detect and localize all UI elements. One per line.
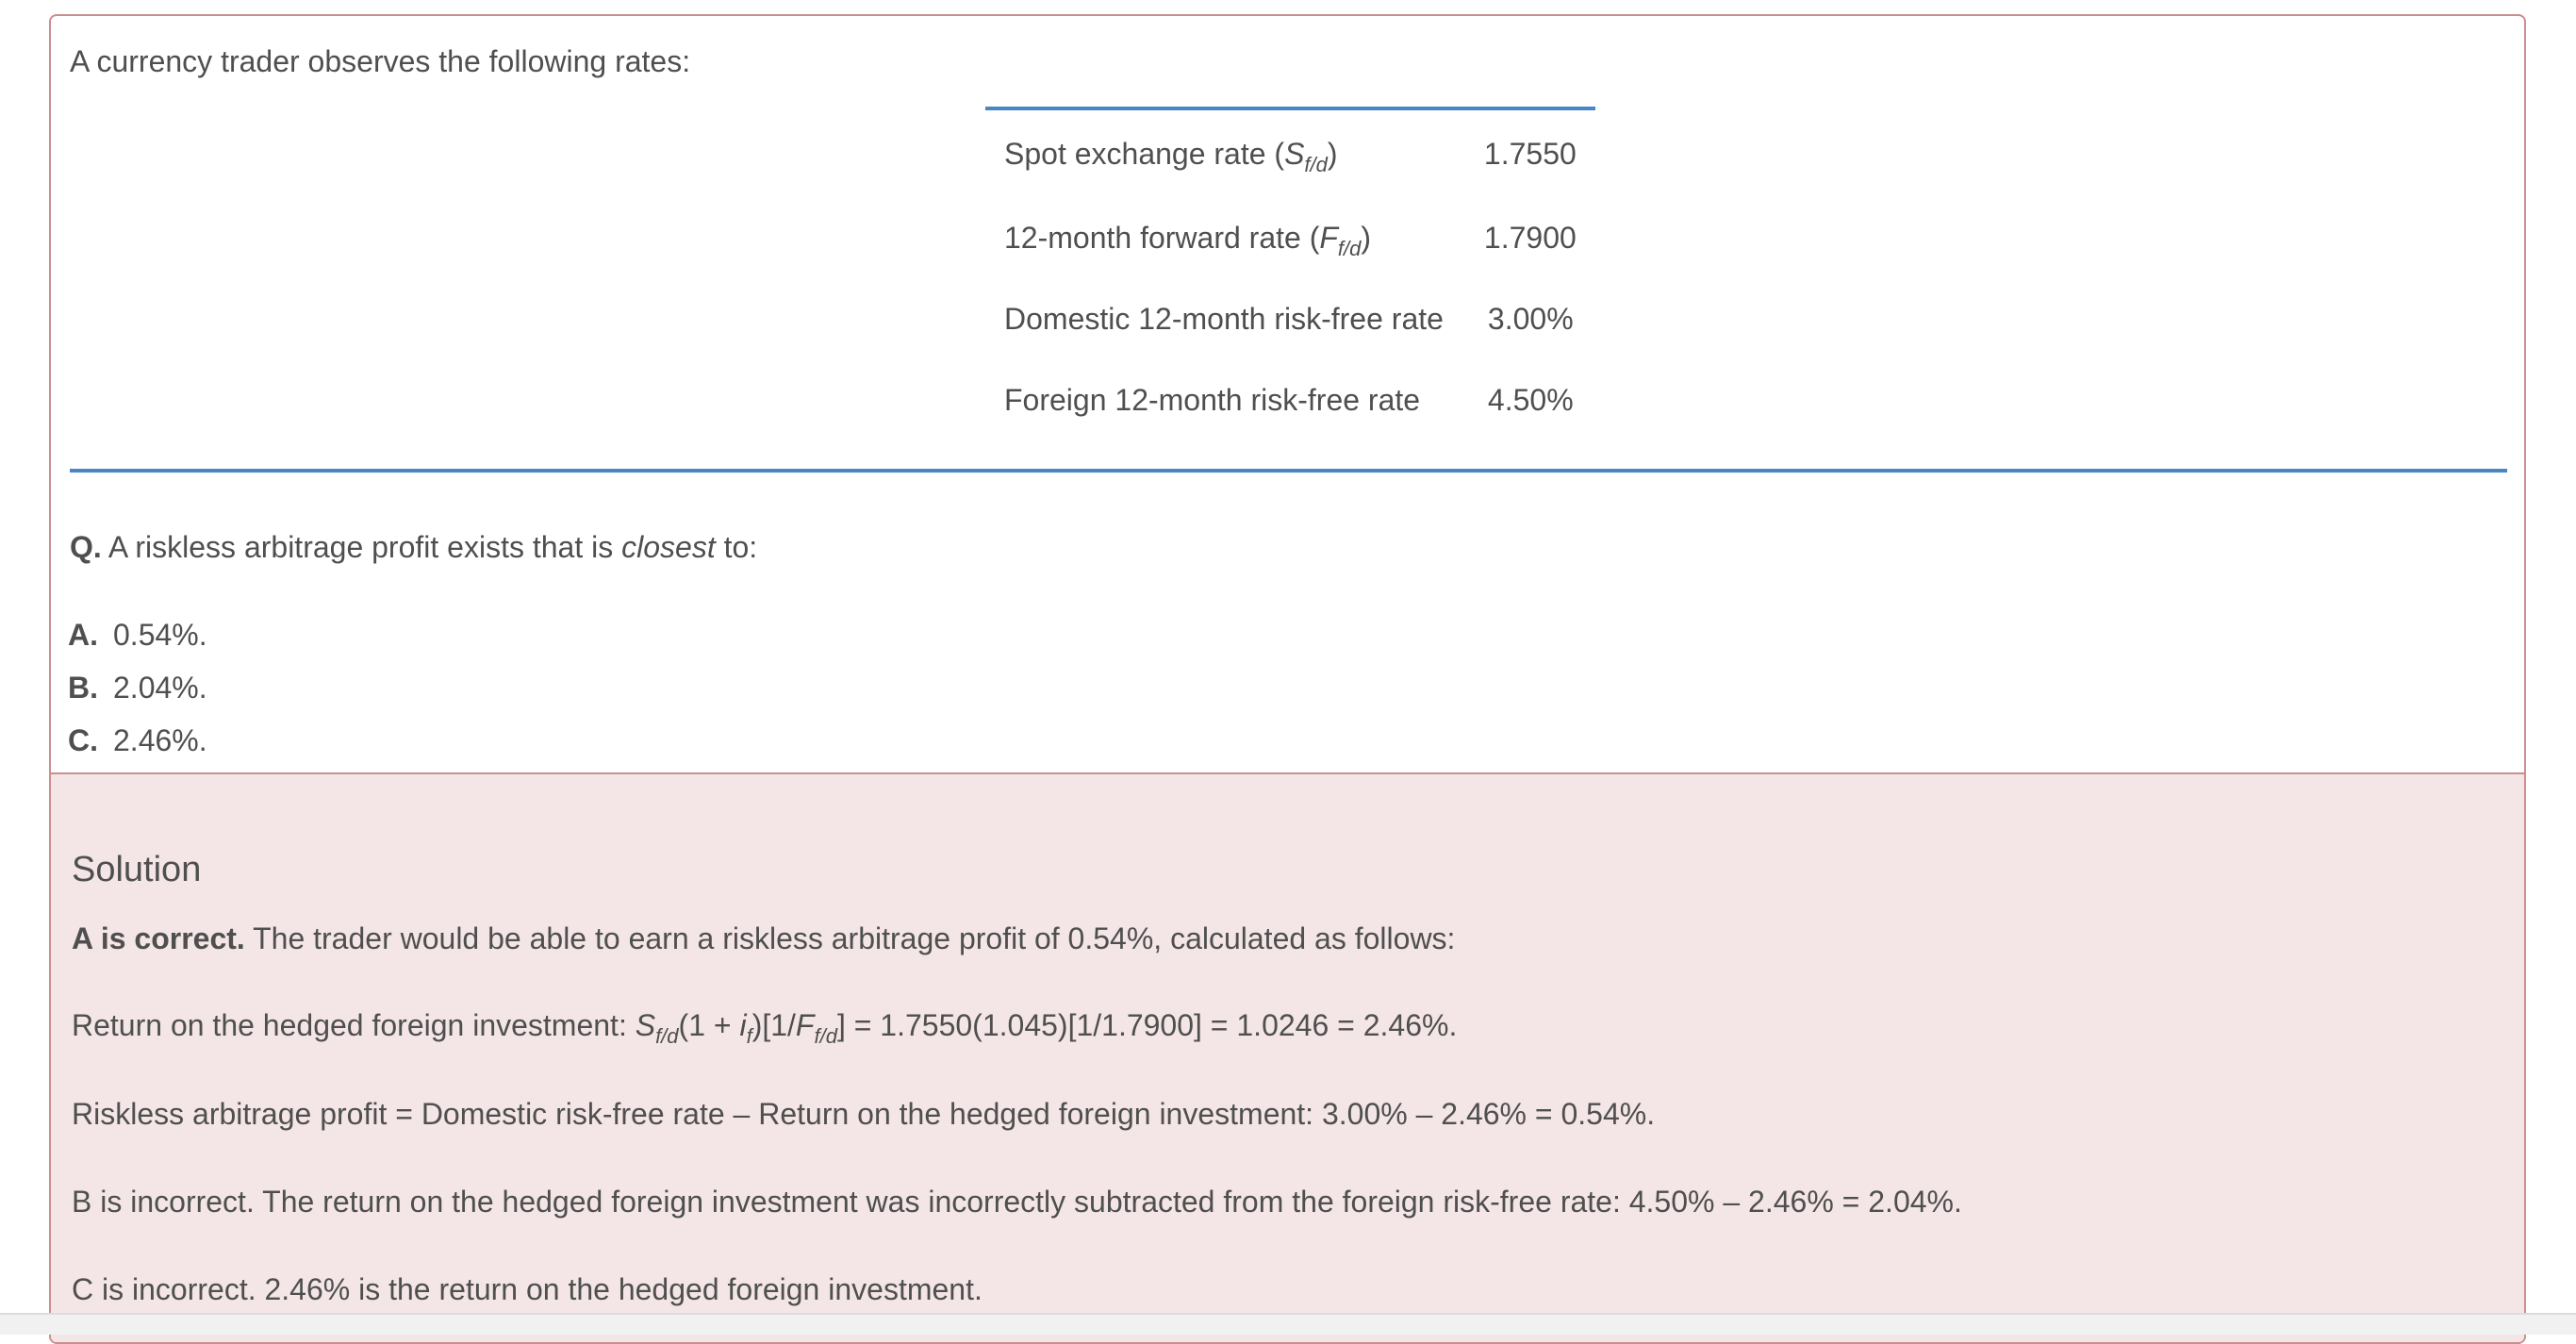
- solution-return-line: Return on the hedged foreign investment: $S_{f/d}(1 + i_f)[1/F_{f/d}] = 1.7550(1.045)[1/1.7900] = 1.0246 = 2.46\%$.: [72, 1008, 1458, 1048]
- question-text: Q. A riskless arbitrage profit exists that is closest to:: [70, 530, 758, 564]
- rate-value: 1.7550: [1483, 136, 1577, 171]
- rate-value: 1.7900: [1483, 220, 1577, 255]
- solution-c-explanation: C is incorrect. 2.46% is the return on the hedged foreign investment.: [72, 1272, 983, 1306]
- rate-value: 4.50%: [1487, 382, 1574, 417]
- rate-label: Spot exchange rate $(S_{f/d})$: [1004, 136, 1338, 176]
- table-row: [985, 278, 1595, 359]
- solution-title: Solution: [72, 850, 202, 889]
- rate-label: Domestic 12-month risk-free rate: [1004, 301, 1444, 336]
- answer-option-c[interactable]: C. 2.46%.: [68, 723, 207, 757]
- section-divider: [70, 469, 2507, 473]
- table-row: [985, 108, 1595, 197]
- question-card: [49, 14, 2526, 1344]
- rate-label: 12-month forward rate $(F_{f/d})$: [1004, 220, 1372, 260]
- table-row: [985, 197, 1595, 278]
- rate-value: 3.00%: [1487, 301, 1574, 336]
- solution-correct: A is correct. The trader would be able to earn a riskless arbitrage profit of 0.54%, calculated as follows:: [72, 921, 1456, 955]
- solution-section: [51, 772, 2524, 1344]
- bottom-scroll-bar[interactable]: [0, 1313, 2576, 1335]
- table-row: [985, 359, 1595, 440]
- answer-option-b[interactable]: B. 2.04%.: [68, 671, 207, 705]
- solution-profit-line: Riskless arbitrage profit = Domestic risk-free rate – Return on the hedged foreign investment: 3.00% – 2.46% = 0.54%.: [72, 1097, 1656, 1131]
- rates-table: [985, 107, 1595, 440]
- answer-option-a[interactable]: A. 0.54%.: [68, 618, 207, 652]
- question-intro: A currency trader observes the following rates:: [70, 44, 691, 78]
- question-section: [51, 16, 2524, 772]
- solution-b-explanation: B is incorrect. The return on the hedged foreign investment was incorrectly subtracted from the foreign risk-free rate: 4.50% – 2.46% = 2.04%.: [72, 1185, 1962, 1219]
- rate-label: Foreign 12-month risk-free rate: [1004, 382, 1421, 417]
